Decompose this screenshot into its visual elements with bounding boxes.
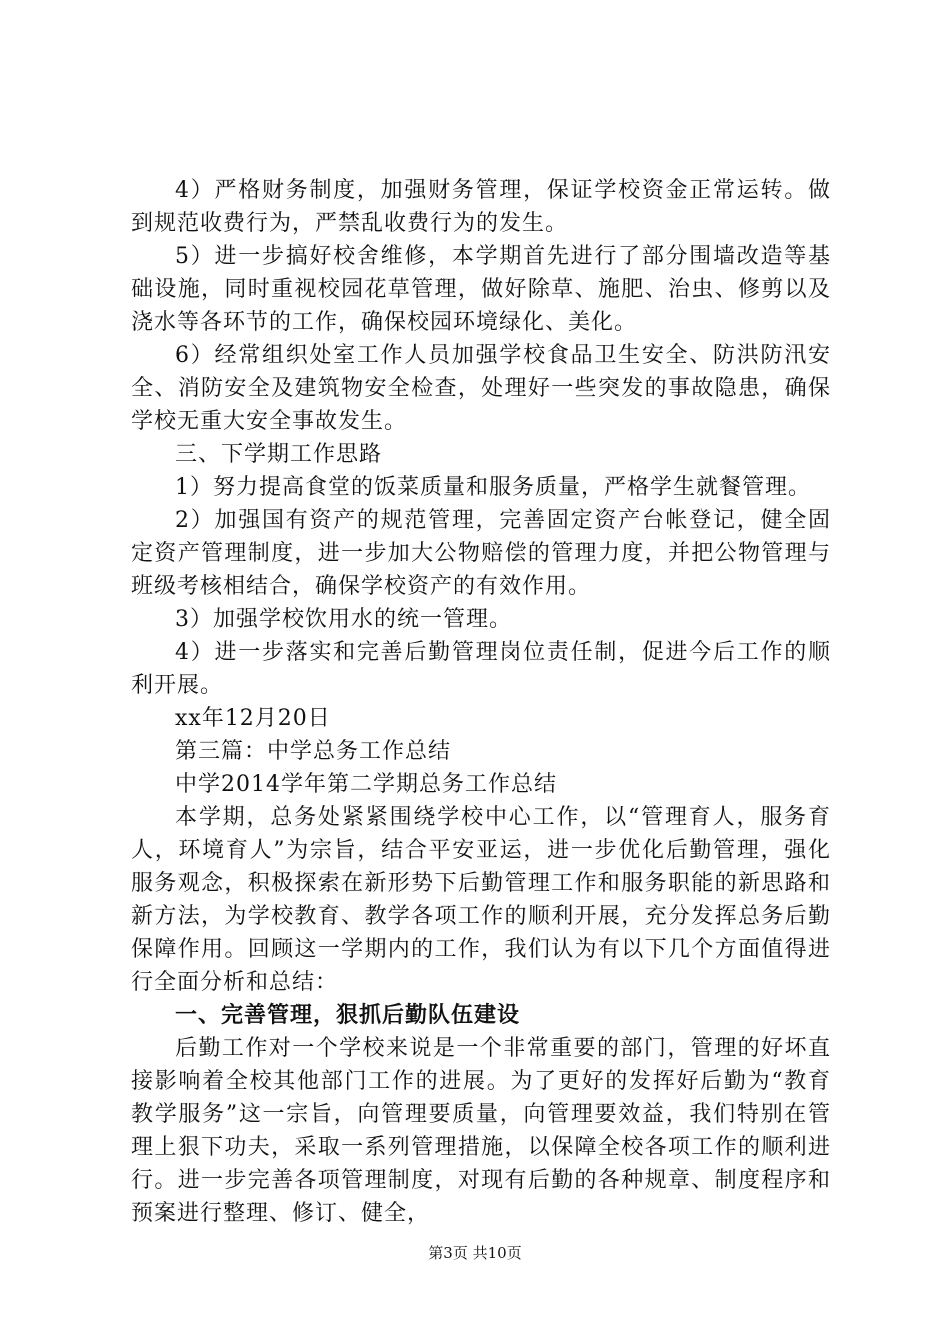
document-body bbox=[131, 174, 831, 1230]
paragraph-responsibility-system: 4）进一步落实和完善后勤管理岗位责任制，促进今后工作的顺利开展。 bbox=[131, 640, 831, 698]
paragraph-drinking-water: 3）加强学校饮用水的统一管理。 bbox=[175, 607, 512, 632]
chapter-title: 第三篇：中学总务工作总结 bbox=[175, 739, 452, 764]
section-heading-management: 一、完善管理，狠抓后勤队伍建设 bbox=[175, 1003, 521, 1028]
paragraph-building-maintenance: 5）进一步搞好校舍维修，本学期首先进行了部分围墙改造等基础设施，同时重视校园花草管理，做好除草、施肥、治虫、修剪以及浇水等各环节的工作，确保校园环境绿化、美化。 bbox=[131, 244, 831, 335]
paragraph-introduction: 本学期，总务处紧紧围绕学校中心工作，以“管理育人，服务育人，环境育人”为宗旨，结合平安亚运，进一步优化后勤管理，强化服务观念，积极探索在新形势下后勤管理工作和服务职能的新思路和新方法，为学校教育、教学各项工作的顺利开展，充分发挥总务后勤保障作用。回顾这一学期内的工作，我们认为有以下几个方面值得进行全面分析和总结： bbox=[131, 805, 831, 995]
report-title: 中学2014学年第二学期总务工作总结 bbox=[175, 772, 557, 797]
paragraph-logistics-management: 后勤工作对一个学校来说是一个非常重要的部门，管理的好坏直接影响着全校其他部门工作的进展。为了更好的发挥好后勤为“教育教学服务”这一宗旨，向管理要质量，向管理要效益，我们特别在管理上狠下功夫，采取一系列管理措施，以保障全校各项工作的顺利进行。进一步完善各项管理制度，对现有后勤的各种规章、制度程序和预案进行整理、修订、健全， bbox=[131, 1036, 831, 1226]
section-heading-next-term: 三、下学期工作思路 bbox=[175, 442, 383, 467]
paragraph-safety-inspection: 6）经常组织处室工作人员加强学校食品卫生安全、防洪防汛安全、消防安全及建筑物安全检查，处理好一些突发的事故隐患，确保学校无重大安全事故发生。 bbox=[131, 343, 831, 434]
paragraph-finance-rules: 4）严格财务制度，加强财务管理，保证学校资金正常运转。做到规范收费行为，严禁乱收费行为的发生。 bbox=[131, 178, 831, 236]
paragraph-canteen-quality: 1）努力提高食堂的饭菜质量和服务质量，严格学生就餐管理。 bbox=[175, 475, 811, 500]
page-number-footer: 第3页 共10页 bbox=[428, 1244, 522, 1262]
date-line: xx年12月20日 bbox=[175, 706, 331, 731]
paragraph-asset-management: 2）加强国有资产的规范管理，完善固定资产台帐登记，健全固定资产管理制度，进一步加大公物赔偿的管理力度，并把公物管理与班级考核相结合，确保学校资产的有效作用。 bbox=[131, 508, 831, 599]
